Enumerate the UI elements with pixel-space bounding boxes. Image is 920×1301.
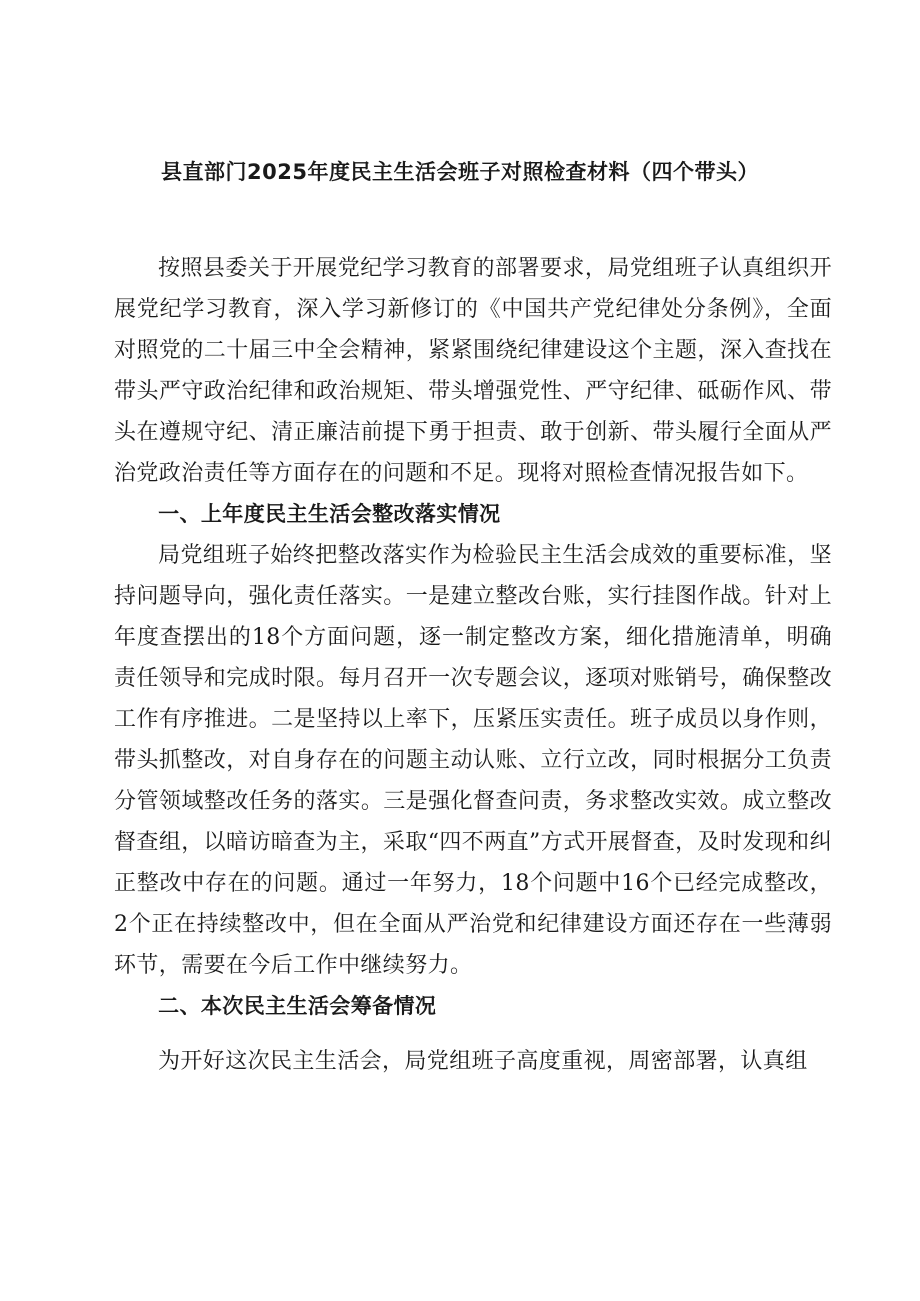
document-title: 县直部门2025年度民主生活会班子对照检查材料（四个带头） xyxy=(161,160,759,184)
paragraph-gap xyxy=(114,1027,832,1041)
section-paragraph-2: 为开好这次民主生活会，局党组班子高度重视，周密部署，认真组 xyxy=(158,1049,808,1074)
section-paragraph-1: 局党组班子始终把整改落实作为检验民主生活会成效的重要标准，坚持问题导向，强化责任落实。一是建立整改台账，实行挂图作战。针对上年度查摆出的18个方面问题，逐一制定整改方案，细化措施清单，明确责任领导和完成时限。每月召开一次专题会议，逐项对账销号，确保整改工作有序推进。二是坚持以上率下，压紧压实责任。班子成员以身作则，带头抓整改，对自身存在的问题主动认账、立行立改，同时根据分工负责分管领域整改任务的落实。三是强化督查问责，务求整改实效。成立整改督查组，以暗访暗查为主，采取“四不两直”方式开展督查，及时发现和纠正整改中存在的问题。通过一年努力，18个问题中16个已经完成整改，2个正在持续整改中，但在全面从严治党和纪律建设方面还存在一些薄弱环节，需要在今后工作中继续努力。 xyxy=(114,543,832,978)
document-body xyxy=(114,248,832,1082)
section-heading-1: 一、上年度民主生活会整改落实情况 xyxy=(158,502,501,526)
intro-paragraph: 按照县委关于开展党纪学习教育的部署要求，局党组班子认真组织开展党纪学习教育，深入学习新修订的《中国共产党纪律处分条例》，全面对照党的二十届三中全会精神，紧紧围绕纪律建设这个主题，深入查找在带头严守政治纪律和政治规矩、带头增强党性、严守纪律、砥砺作风、带头在遵规守纪、清正廉洁前提下勇于担责、敢于创新、带头履行全面从严治党政治责任等方面存在的问题和不足。现将对照检查情况报告如下。 xyxy=(114,256,832,486)
section-heading-2: 二、本次民主生活会筹备情况 xyxy=(158,994,437,1018)
